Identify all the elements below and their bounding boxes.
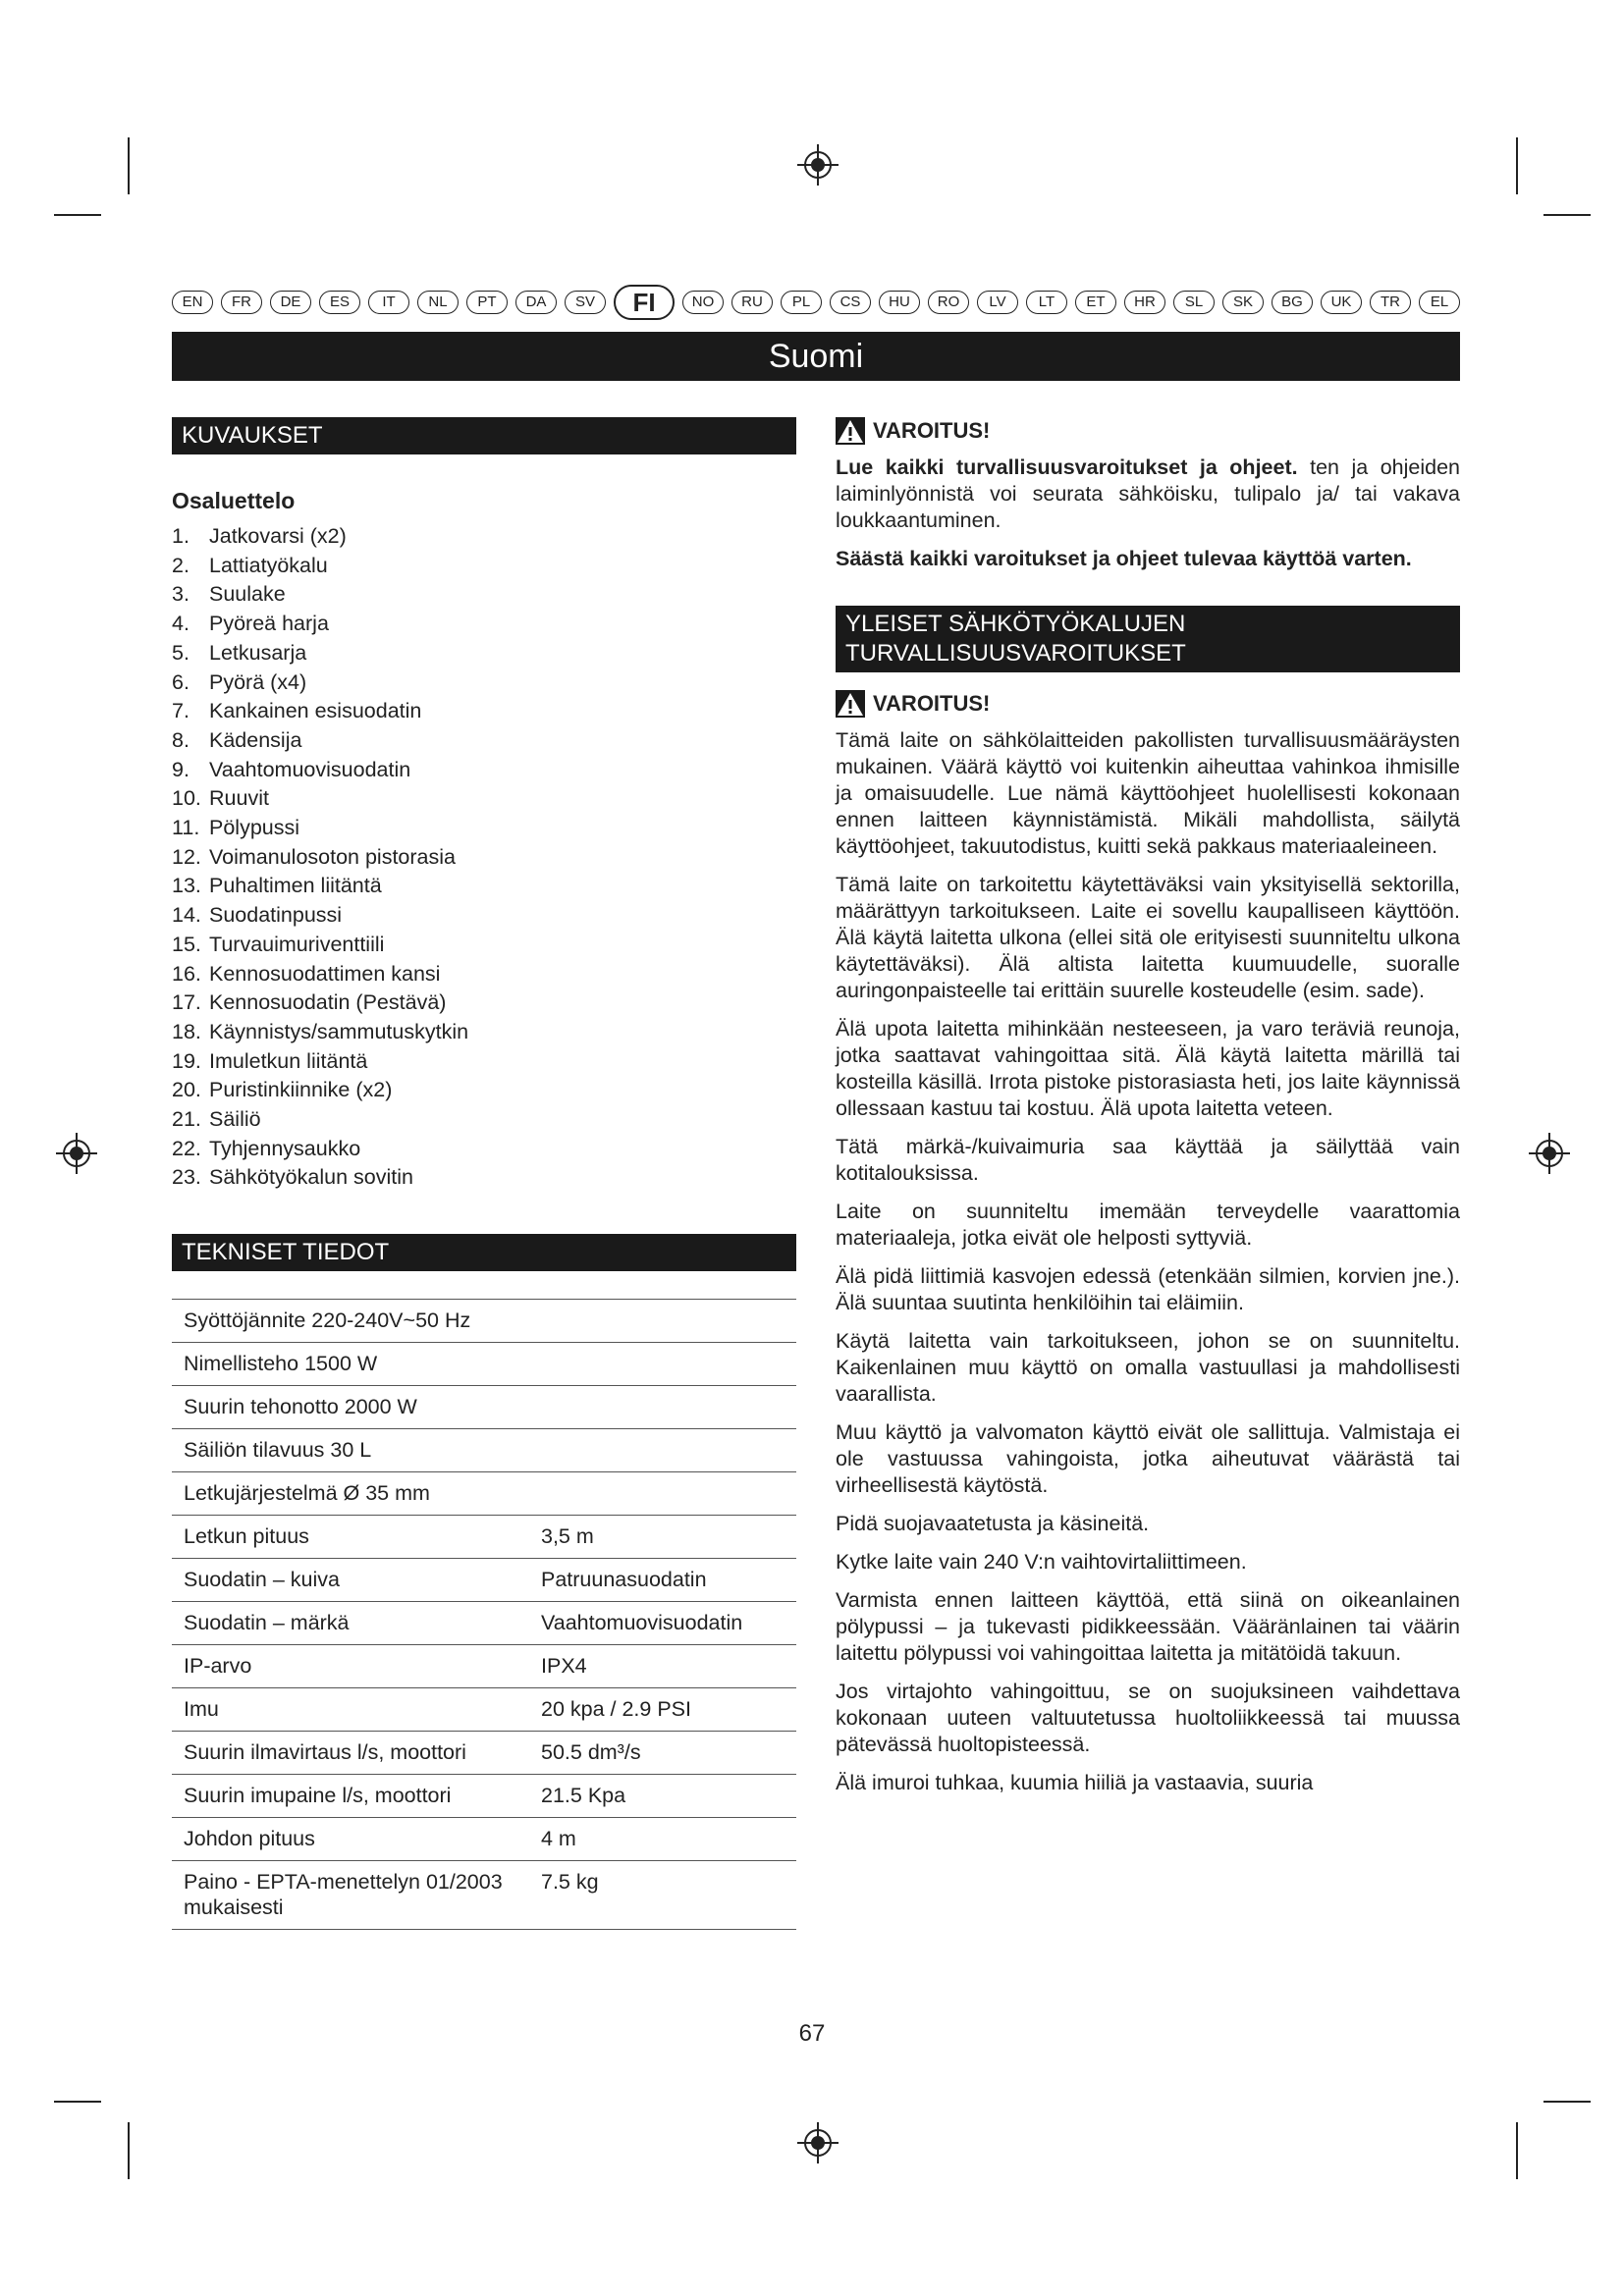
safety-paragraph: Kytke laite vain 240 V:n vaihtovirtaliittimeen. xyxy=(836,1550,1247,1574)
spec-value: 4 m xyxy=(529,1818,796,1861)
list-item xyxy=(172,552,796,581)
list-item-text: Puristinkiinnike (x2) xyxy=(209,1078,393,1102)
language-tab-fi: FI xyxy=(614,285,675,320)
spec-label: Letkun pituus xyxy=(172,1516,529,1559)
table-row xyxy=(172,1818,796,1861)
list-item-text: Suodatinpussi xyxy=(209,903,343,928)
spec-label: Suodatin – kuiva xyxy=(172,1559,529,1602)
table-row xyxy=(172,1645,796,1688)
table-row xyxy=(172,1429,796,1472)
warning-triangle-icon xyxy=(836,417,865,445)
list-item xyxy=(172,697,796,726)
safety-intro-text: ten ja ohjeiden laiminlyönnistä voi seurata sähköisku, tulipalo ja/ tai vakava loukkaantuminen. xyxy=(836,455,1460,532)
language-tab-cs: CS xyxy=(830,291,871,314)
spec-label: Suodatin – märkä xyxy=(172,1602,529,1645)
list-item-number: 12. xyxy=(172,844,201,869)
spec-value: Vaahtomuovisuodatin xyxy=(529,1602,796,1645)
spec-label: Paino - EPTA-menettelyn 01/2003 mukaisesti xyxy=(172,1861,529,1930)
table-row xyxy=(172,1300,796,1343)
page-title: Suomi xyxy=(172,332,1460,381)
language-tab-en: EN xyxy=(172,291,213,314)
list-item-number: 10. xyxy=(172,786,201,811)
spec-value xyxy=(529,1386,796,1429)
spec-value xyxy=(529,1343,796,1386)
right-column xyxy=(836,417,1460,1808)
table-row xyxy=(172,1732,796,1775)
list-item-number: 20. xyxy=(172,1078,201,1102)
safety-paragraph: Pidä suojavaatetusta ja käsineitä. xyxy=(836,1512,1150,1535)
spec-value xyxy=(529,1472,796,1516)
section-header-technical-data: TEKNISET TIEDOT xyxy=(172,1234,796,1271)
safety-intro-paragraph xyxy=(836,454,1460,534)
warning-heading xyxy=(836,690,1460,718)
list-item-text: Letkusarja xyxy=(209,640,307,665)
registration-mark-icon xyxy=(54,1131,99,1176)
crop-mark xyxy=(1543,214,1591,216)
list-item xyxy=(172,872,796,901)
list-item-number: 22. xyxy=(172,1136,201,1160)
general-safety-header-line1: YLEISET SÄHKÖTYÖKALUJEN xyxy=(845,611,1186,637)
list-item-text: Pyöreä harja xyxy=(209,612,329,636)
language-tab-sv: SV xyxy=(565,291,606,314)
list-item-text: Kennosuodattimen kansi xyxy=(209,961,441,986)
safety-intro-bold: Lue kaikki turvallisuusvaroitukset ja ohjeet. xyxy=(836,455,1298,479)
list-item-number: 19. xyxy=(172,1048,201,1073)
spec-value xyxy=(529,1429,796,1472)
list-item xyxy=(172,901,796,931)
list-item-number: 5. xyxy=(172,640,189,665)
language-tab-lv: LV xyxy=(977,291,1018,314)
crop-mark xyxy=(128,137,130,194)
list-item-number: 13. xyxy=(172,874,201,898)
list-item-number: 16. xyxy=(172,961,201,986)
language-tab-ru: RU xyxy=(731,291,773,314)
left-column xyxy=(172,417,796,1930)
list-item-text: Kennosuodatin (Pestävä) xyxy=(209,990,447,1015)
language-tab-hr: HR xyxy=(1124,291,1165,314)
section-header-general-safety xyxy=(836,606,1460,672)
table-row xyxy=(172,1472,796,1516)
spec-label: Suurin ilmavirtaus l/s, moottori xyxy=(172,1732,529,1775)
spec-label: IP-arvo xyxy=(172,1645,529,1688)
list-item-number: 21. xyxy=(172,1107,201,1132)
safety-paragraphs xyxy=(836,727,1460,1796)
language-tab-hu: HU xyxy=(879,291,920,314)
list-item-number: 9. xyxy=(172,757,189,781)
table-row xyxy=(172,1559,796,1602)
list-item xyxy=(172,1163,796,1193)
list-item-text: Tyhjennysaukko xyxy=(209,1136,361,1160)
crop-mark xyxy=(54,2101,101,2103)
list-item-text: Pyörä (x4) xyxy=(209,669,307,694)
language-tab-fr: FR xyxy=(221,291,262,314)
list-item xyxy=(172,784,796,814)
general-safety-header-line2: TURVALLISUUSVAROITUKSET xyxy=(845,640,1186,667)
list-item xyxy=(172,610,796,639)
list-item xyxy=(172,1076,796,1105)
table-row xyxy=(172,1343,796,1386)
save-instructions-note: Säästä kaikki varoitukset ja ohjeet tulevaa käyttöä varten. xyxy=(836,547,1412,570)
warning-heading xyxy=(836,417,1460,445)
list-item-text: Lattiatyökalu xyxy=(209,553,328,577)
list-item-text: Imuletkun liitäntä xyxy=(209,1048,368,1073)
list-item-number: 11. xyxy=(172,816,200,840)
spec-label: Säiliön tilavuus 30 L xyxy=(172,1429,529,1472)
spec-label: Syöttöjännite 220-240V~50 Hz xyxy=(172,1300,529,1343)
language-tab-de: DE xyxy=(270,291,311,314)
list-item-number: 1. xyxy=(172,524,189,548)
safety-paragraph: Tätä märkä-/kuivaimuria saa käyttää ja säilyttää vain kotitalouksissa. xyxy=(836,1135,1460,1185)
spec-value: Patruunasuodatin xyxy=(529,1559,796,1602)
language-tab-lt: LT xyxy=(1026,291,1067,314)
list-item-number: 7. xyxy=(172,699,189,723)
list-item xyxy=(172,960,796,989)
safety-paragraph: Älä pidä liittimiä kasvojen edessä (etenkään silmien, korvien jne.). Älä suuntaa suutinta henkilöihin tai eläimiin. xyxy=(836,1264,1460,1314)
warning-triangle-icon xyxy=(836,690,865,718)
list-item xyxy=(172,988,796,1018)
list-item-text: Ruuvit xyxy=(209,786,269,811)
crop-mark xyxy=(128,2122,130,2179)
safety-paragraph: Muu käyttö ja valvomaton käyttö eivät ole sallittuja. Valmistaja ei ole vastuussa vahingoista, jotka aiheutuvat väärästä tai virheellisestä käytöstä. xyxy=(836,1420,1460,1497)
list-item xyxy=(172,1135,796,1164)
spec-label: Letkujärjestelmä Ø 35 mm xyxy=(172,1472,529,1516)
list-item-number: 15. xyxy=(172,932,201,956)
warning-label: VAROITUS! xyxy=(873,691,991,716)
list-item-number: 4. xyxy=(172,612,189,636)
page-number: 67 xyxy=(798,2020,826,2047)
spec-value: 21.5 Kpa xyxy=(529,1775,796,1818)
language-tab-et: ET xyxy=(1075,291,1116,314)
spec-value: 7.5 kg xyxy=(529,1861,796,1930)
list-item xyxy=(172,1105,796,1135)
list-item xyxy=(172,931,796,960)
spec-label: Suurin imupaine l/s, moottori xyxy=(172,1775,529,1818)
list-item-text: Käynnistys/sammutuskytkin xyxy=(209,1019,469,1043)
table-row xyxy=(172,1688,796,1732)
language-tab-pl: PL xyxy=(781,291,822,314)
parts-list xyxy=(172,522,796,1193)
spec-value xyxy=(529,1300,796,1343)
safety-paragraph: Tämä laite on sähkölaitteiden pakollisten turvallisuusmääräysten mukainen. Väärä käyttö voi kuitenkin aiheuttaa vahinkoa ihmisille ja omaisuudelle. Lue nämä käyttöohjeet huolellisesti kokonaan ennen laitteen käynnistämistä. Mikäli mahdollista, säilytä käyttöohjeet, takuutodistus, kuitti sekä pakkaus materiaaleineen. xyxy=(836,728,1460,858)
table-row xyxy=(172,1861,796,1930)
list-item xyxy=(172,668,796,698)
language-tab-el: EL xyxy=(1419,291,1460,314)
spec-label: Johdon pituus xyxy=(172,1818,529,1861)
safety-paragraph: Varmista ennen laitteen käyttöä, että siinä on oikeanlainen pölypussi – ja tukevasti pidikkeessään. Vääränlainen tai väärin laitettu pölypussi voi vahingoittaa laitetta ja mitätöidä takuun. xyxy=(836,1588,1460,1665)
list-item-number: 8. xyxy=(172,727,189,752)
list-item-text: Puhaltimen liitäntä xyxy=(209,874,382,898)
list-item-number: 23. xyxy=(172,1165,201,1190)
table-row xyxy=(172,1775,796,1818)
list-item xyxy=(172,639,796,668)
language-tab-bg: BG xyxy=(1272,291,1313,314)
list-item-number: 3. xyxy=(172,582,189,607)
spec-value: 3,5 m xyxy=(529,1516,796,1559)
list-item xyxy=(172,1018,796,1047)
warning-label: VAROITUS! xyxy=(873,418,991,443)
list-item-text: Vaahtomuovisuodatin xyxy=(209,757,411,781)
language-tab-ro: RO xyxy=(928,291,969,314)
list-item-text: Kankainen esisuodatin xyxy=(209,699,422,723)
list-item-text: Suulake xyxy=(209,582,286,607)
language-tab-da: DA xyxy=(515,291,557,314)
list-item xyxy=(172,726,796,756)
spec-value: 20 kpa / 2.9 PSI xyxy=(529,1688,796,1732)
crop-mark xyxy=(54,214,101,216)
safety-paragraph: Tämä laite on tarkoitettu käytettäväksi vain yksityisellä sektorilla, määrättyyn tarkoitukseen. Laite ei sovellu kaupalliseen käyttöön. Älä käytä laitetta ulkona (ellei sitä ole erityisesti suunniteltu ulkona käytettäväksi). Älä altista laitetta kuumuudelle, suoralle auringonpaisteelle tai erittäin suurelle kosteudelle (esim. sade). xyxy=(836,873,1460,1002)
language-tab-es: ES xyxy=(319,291,360,314)
list-item-text: Kädensija xyxy=(209,727,302,752)
list-item xyxy=(172,522,796,552)
safety-paragraph: Laite on suunniteltu imemään terveydelle vaarattomia materiaaleja, jotka eivät ole helposti syttyviä. xyxy=(836,1200,1460,1250)
language-tab-tr: TR xyxy=(1370,291,1411,314)
parts-list-heading: Osaluettelo xyxy=(172,488,296,513)
list-item-number: 14. xyxy=(172,903,201,928)
table-row xyxy=(172,1516,796,1559)
language-selector-bar xyxy=(172,285,1460,320)
crop-mark xyxy=(1516,2122,1518,2179)
registration-mark-icon xyxy=(795,142,840,187)
language-tab-sl: SL xyxy=(1173,291,1215,314)
language-tab-pt: PT xyxy=(466,291,508,314)
list-item-number: 17. xyxy=(172,990,201,1015)
list-item-number: 18. xyxy=(172,1019,201,1043)
technical-data-table xyxy=(172,1299,796,1930)
spec-label: Nimellisteho 1500 W xyxy=(172,1343,529,1386)
list-item-text: Voimanulosoton pistorasia xyxy=(209,844,456,869)
section-header-descriptions: KUVAUKSET xyxy=(172,417,796,454)
language-tab-uk: UK xyxy=(1321,291,1362,314)
list-item xyxy=(172,814,796,843)
list-item xyxy=(172,580,796,610)
list-item-number: 6. xyxy=(172,669,189,694)
crop-mark xyxy=(1543,2101,1591,2103)
list-item xyxy=(172,1047,796,1077)
list-item-text: Turvauimuriventtiili xyxy=(209,932,385,956)
language-tab-sk: SK xyxy=(1222,291,1264,314)
list-item-text: Säiliö xyxy=(209,1107,261,1132)
language-tab-nl: NL xyxy=(417,291,459,314)
table-row xyxy=(172,1386,796,1429)
spec-label: Imu xyxy=(172,1688,529,1732)
spec-value: IPX4 xyxy=(529,1645,796,1688)
safety-paragraph: Älä upota laitetta mihinkään nesteeseen, ja varo teräviä reunoja, jotka saattavat vahingoittaa sitä. Älä käytä laitetta märillä tai kosteilla käsillä. Irrota pistoke pistorasiasta heti, jos laite käynnissä ollessaan kastuu tai kostuu. Älä upota laitetta veteen. xyxy=(836,1017,1460,1120)
list-item-text: Pölypussi xyxy=(209,816,300,840)
registration-mark-icon xyxy=(795,2120,840,2165)
safety-paragraph: Jos virtajohto vahingoittuu, se on suojuksineen vaihdettava kokonaan uuteen valtuutetussa huoltoliikkeessä tai muussa pätevässä huoltopisteessä. xyxy=(836,1680,1460,1756)
table-row xyxy=(172,1602,796,1645)
language-tab-it: IT xyxy=(368,291,409,314)
safety-paragraph: Älä imuroi tuhkaa, kuumia hiiliä ja vastaavia, suuria xyxy=(836,1771,1314,1794)
list-item xyxy=(172,843,796,873)
safety-paragraph: Käytä laitetta vain tarkoitukseen, johon se on suunniteltu. Kaikenlainen muu käyttö on omalla vastuullasi ja mahdollisesti vaarallista. xyxy=(836,1329,1460,1406)
spec-label: Suurin tehonotto 2000 W xyxy=(172,1386,529,1429)
spec-value: 50.5 dm³/s xyxy=(529,1732,796,1775)
list-item-number: 2. xyxy=(172,553,189,577)
list-item-text: Jatkovarsi (x2) xyxy=(209,524,347,548)
crop-mark xyxy=(1516,137,1518,194)
language-tab-no: NO xyxy=(682,291,724,314)
list-item xyxy=(172,756,796,785)
registration-mark-icon xyxy=(1527,1131,1572,1176)
list-item-text: Sähkötyökalun sovitin xyxy=(209,1165,413,1190)
